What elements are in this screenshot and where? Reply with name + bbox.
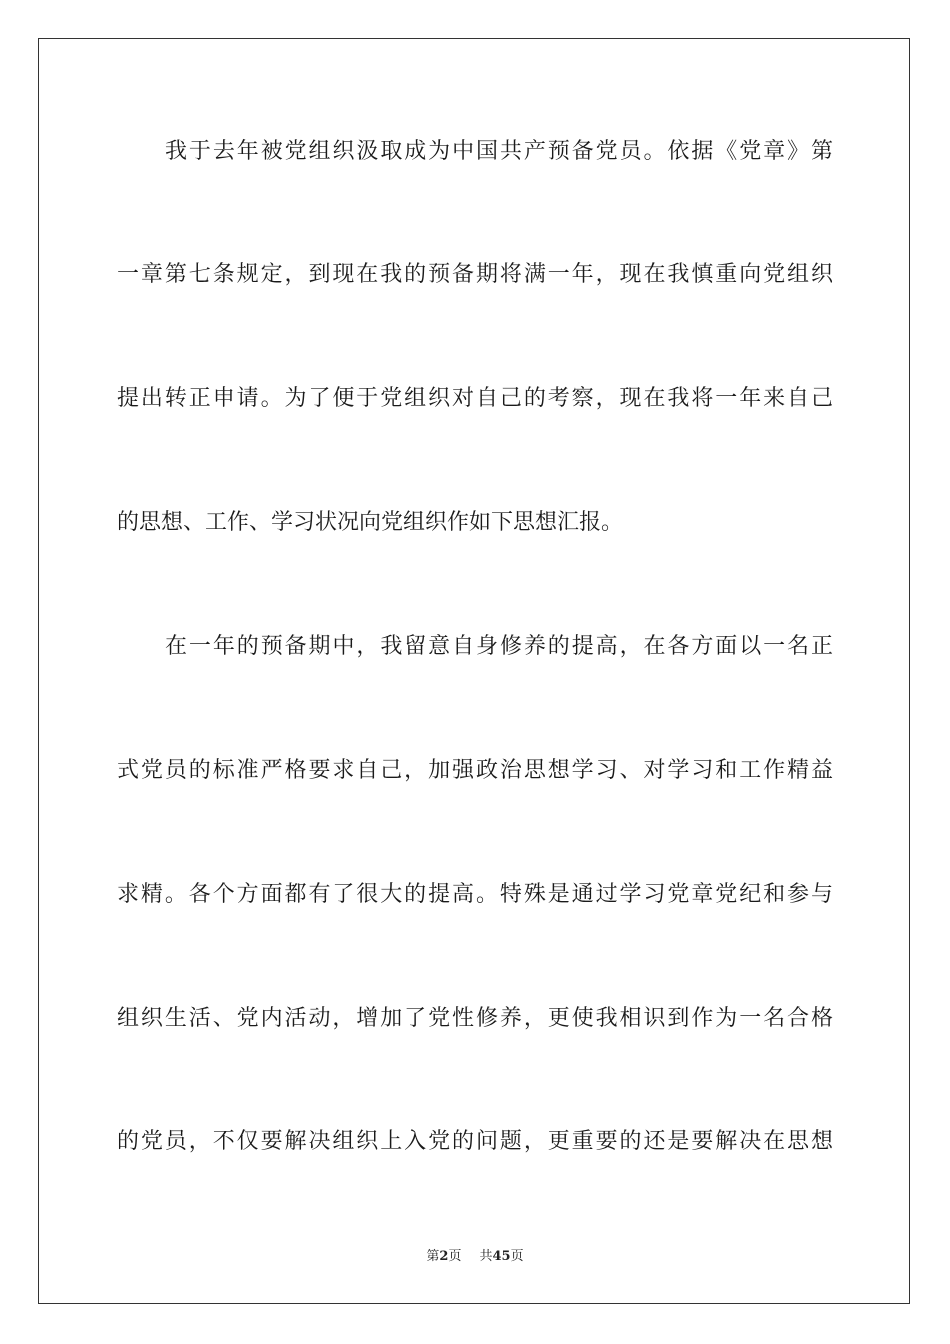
total-suffix: 页 bbox=[510, 1249, 524, 1264]
paragraph-1-line-1: 我于去年被党组织汲取成为中国共产预备党员。依据《党章》第 bbox=[165, 139, 833, 164]
paragraph-2-line-4: 组织生活、党内活动，增加了党性修养，更使我相识到作为一名合格 bbox=[117, 1006, 833, 1031]
total-prefix: 共 bbox=[479, 1249, 493, 1264]
paragraph-1-line-2: 一章第七条规定，到现在我的预备期将满一年，现在我慎重向党组织 bbox=[117, 262, 833, 287]
page-number: 2 bbox=[439, 1249, 449, 1264]
total-pages: 45 bbox=[492, 1249, 511, 1264]
paragraph-2-line-1: 在一年的预备期中，我留意自身修养的提高，在各方面以一名正 bbox=[165, 634, 833, 659]
page-suffix: 页 bbox=[448, 1249, 462, 1264]
paragraph-1-line-4: 的思想、工作、学习状况向党组织作如下思想汇报。 bbox=[117, 510, 624, 535]
page-prefix: 第 bbox=[426, 1249, 440, 1264]
page-footer bbox=[0, 1248, 950, 1266]
paragraph-2-line-3: 求精。各个方面都有了很大的提高。特殊是通过学习党章党纪和参与 bbox=[117, 882, 833, 907]
paragraph-1-line-3: 提出转正申请。为了便于党组织对自己的考察，现在我将一年来自己 bbox=[117, 386, 833, 411]
page-border bbox=[38, 38, 910, 1304]
paragraph-2-line-5: 的党员，不仅要解决组织上入党的问题，更重要的还是要解决在思想 bbox=[117, 1129, 833, 1154]
paragraph-2-line-2: 式党员的标准严格要求自己，加强政治思想学习、对学习和工作精益 bbox=[117, 758, 833, 783]
